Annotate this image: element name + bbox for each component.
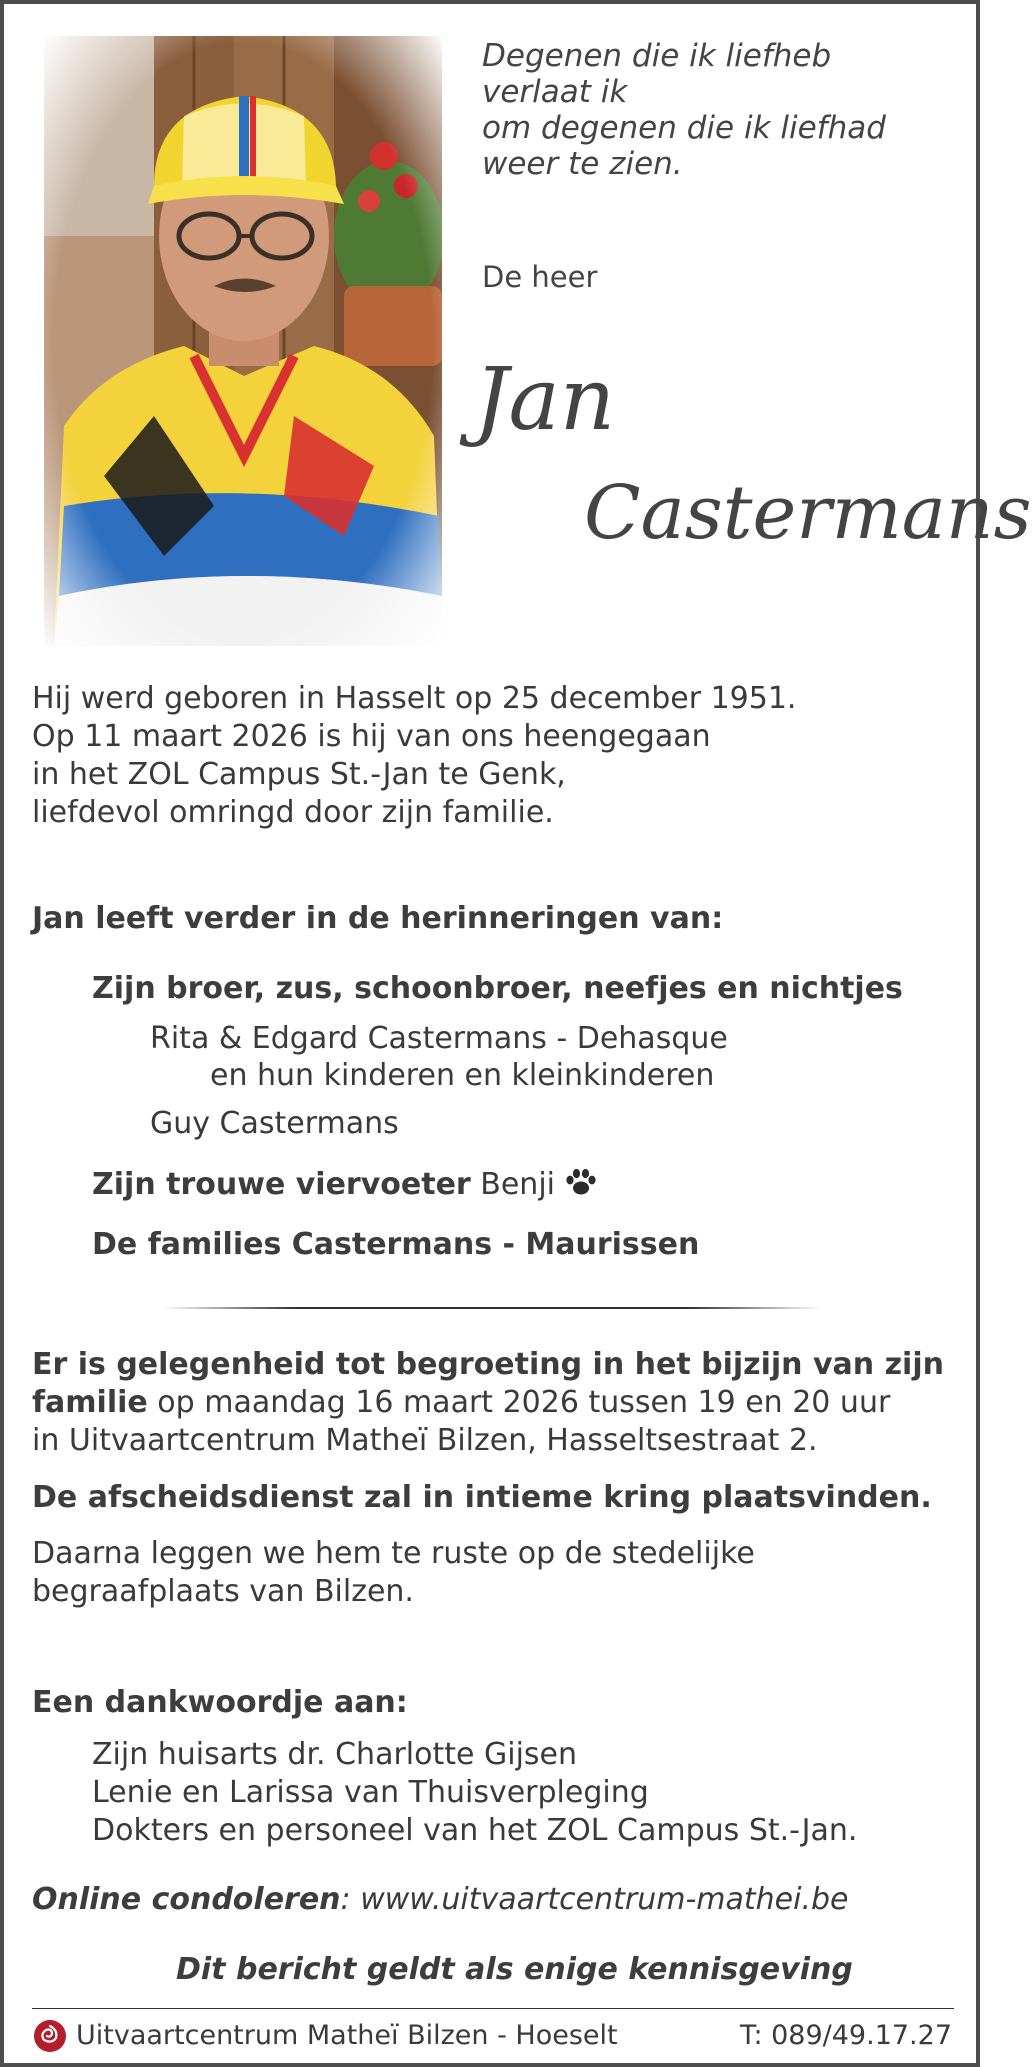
- footer: [30, 2016, 952, 2060]
- family-member-sub: en hun kinderen en kleinkinderen: [210, 1058, 715, 1093]
- divider: [162, 1307, 822, 1309]
- intro-line: liefdevol omringd door zijn familie.: [32, 795, 554, 830]
- families-line: De families Castermans - Maurissen: [92, 1227, 700, 1262]
- company-name: Uitvaartcentrum Matheï Bilzen - Hoeselt: [76, 2020, 618, 2051]
- online-url[interactable]: : www.uitvaartcentrum-mathei.be: [340, 1882, 849, 1917]
- rose-icon: [32, 2018, 68, 2054]
- deceased-first-name: Jan: [474, 350, 616, 450]
- deceased-last-name: Castermans: [584, 470, 1032, 556]
- pet-label: Zijn trouwe viervoeter: [92, 1167, 471, 1202]
- family-member: Rita & Edgard Castermans - Dehasque: [150, 1021, 728, 1056]
- visitation-line: Er is gelegenheid tot begroeting in het bijzijn van zijn: [32, 1347, 944, 1382]
- poem-line: verlaat ik: [482, 74, 628, 110]
- family-group-heading: Zijn broer, zus, schoonbroer, neefjes en nichtjes: [92, 971, 903, 1006]
- thanks-item: Lenie en Larissa van Thuisverpleging: [92, 1775, 649, 1810]
- thanks-item: Zijn huisarts dr. Charlotte Gijsen: [92, 1737, 578, 1772]
- burial-paragraph: [32, 1535, 755, 1611]
- pet-line: [92, 1166, 597, 1204]
- intro-line: Hij werd geboren in Hasselt op 25 december 1951.: [32, 681, 797, 716]
- poem-line: weer te zien.: [482, 146, 683, 182]
- burial-line: Daarna leggen we hem te ruste op de stedelijke: [32, 1536, 755, 1571]
- visitation-line: in Uitvaartcentrum Matheï Bilzen, Hasseltsestraat 2.: [32, 1423, 818, 1458]
- poem-line: om degenen die ik liefhad: [482, 110, 886, 146]
- family-member: Guy Castermans: [150, 1106, 399, 1141]
- visitation-paragraph: [32, 1346, 944, 1460]
- thanks-item: Dokters en personeel van het ZOL Campus St.-Jan.: [92, 1813, 858, 1848]
- thanks-list: [92, 1736, 857, 1850]
- poem: [482, 38, 952, 182]
- visitation-date: op maandag 16 maart 2026 tussen 19 en 20 uur: [147, 1385, 891, 1420]
- poem-line: Degenen die ik liefheb: [482, 38, 832, 74]
- visitation-bold: familie: [32, 1385, 148, 1420]
- paw-icon: [565, 1167, 597, 1202]
- thanks-heading: Een dankwoordje aan:: [32, 1685, 408, 1720]
- footer-divider: [32, 2008, 954, 2009]
- visitation-line: [32, 1384, 944, 1422]
- online-condolence: [32, 1881, 848, 1919]
- notice-line: Dit bericht geldt als enige kennisgeving: [176, 1952, 853, 1987]
- memories-heading: Jan leeft verder in de herinneringen van:: [32, 901, 724, 936]
- company-phone: T: 089/49.17.27: [739, 2020, 952, 2051]
- online-label: Online condoleren: [32, 1882, 341, 1917]
- honorific: De heer: [482, 260, 598, 294]
- intro-line: in het ZOL Campus St.-Jan te Genk,: [32, 757, 566, 792]
- service-line: De afscheidsdienst zal in intieme kring plaatsvinden.: [32, 1480, 932, 1515]
- pet-name: Benji: [480, 1167, 555, 1202]
- burial-line: begraafplaats van Bilzen.: [32, 1574, 414, 1609]
- portrait-photo: [44, 36, 442, 646]
- intro-paragraph: [32, 680, 796, 832]
- intro-line: Op 11 maart 2026 is hij van ons heengegaan: [32, 719, 711, 754]
